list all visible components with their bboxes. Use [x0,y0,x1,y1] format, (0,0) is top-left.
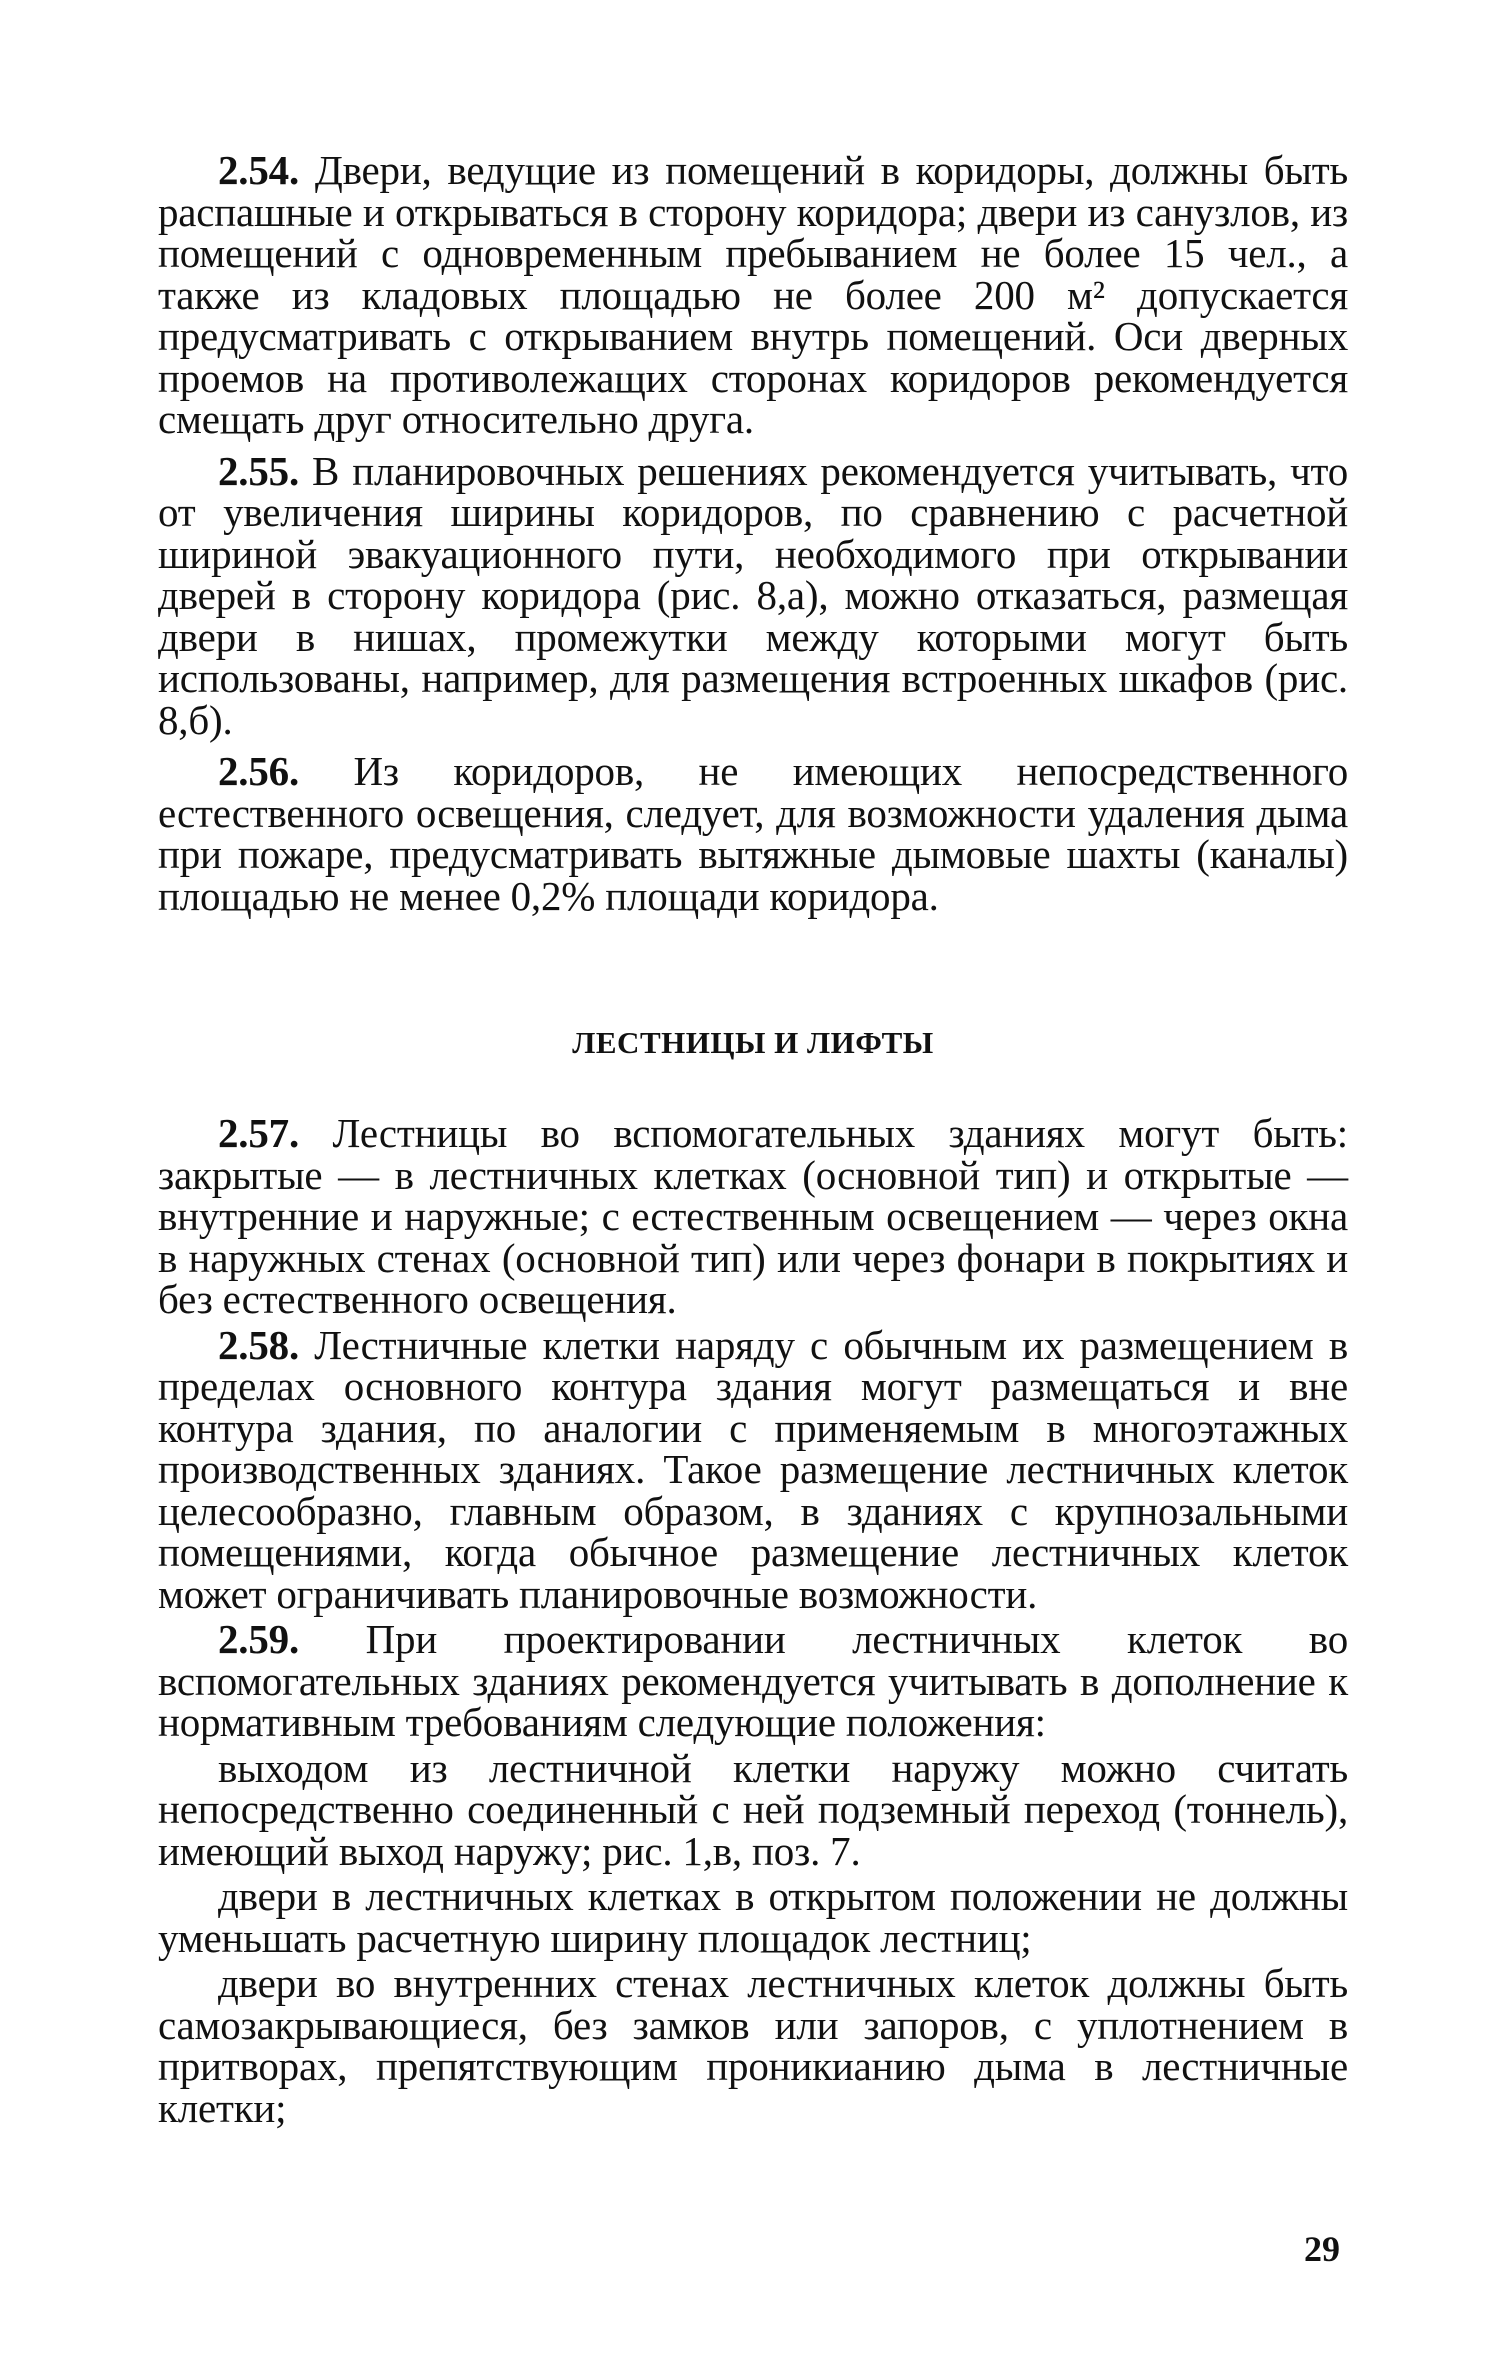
clause-text: Лестничные клетки наряду с обычным их размещением в пределах основного контура здания могут размещаться и вне контура здания, по аналогии с применяемым в многоэтажных производственных зданиях. Такое размещение лестничных клеток целесообразно, главным образом, в зданиях с крупнозальными помещениями, когда обычное размещение лестничных клеток может ограничивать планировочные возможности. [158,1321,1348,1617]
clause-text: Двери, ведущие из помещений в коридоры, должны быть распашные и открываться в сторону коридора; двери из санузлов, из помещений с одновременным пребыванием не более 15 чел., а также из кладовых площадью не более 200 м² допускается предусматривать с открыванием внутрь помещений. Оси дверных проемов на противолежащих сторонах коридоров рекомендуется смещать друг относительно друга. [158,147,1348,442]
paragraph-2-58 [158,1321,1348,1617]
paragraph-2-56 [158,748,1348,919]
section-heading: ЛЕСТНИЦЫ И ЛИФТЫ [572,1025,934,1060]
clause-number: 2.59. [218,1616,300,1662]
clause-number: 2.58. [218,1321,300,1368]
paragraph-2-54 [158,147,1348,442]
clause-number: 2.54. [218,147,300,193]
paragraph-2-57 [158,1110,1348,1322]
clause-number: 2.56. [218,748,300,794]
paragraph-2-59 [158,1616,1348,1745]
paragraph-2-55 [158,447,1348,743]
page-body [158,147,1348,2131]
clause-number: 2.55. [218,447,300,494]
clause-number: 2.57. [218,1110,300,1156]
page-number: 29 [1304,2229,1340,2269]
list-item: двери во внутренних стенах лестничных клеток должны быть самозакрывающиеся, без замков или запоров, с уплотнением в притворах, препятствующим проникианию дыма в лестничные клетки; [158,1960,1348,2131]
clause-text: При проектировании лестничных клеток во вспомогательных зданиях рекомендуется учитывать в дополнение к нормативным требованиям следующие положения: [158,1616,1348,1745]
clause-text: Лестницы во вспомогательных зданиях могут быть: закрытые — в лестничных клетках (основной тип) и открытые — внутренние и наружные; с естественным освещением — через окна в наружных стенах (основной тип) или через фонари в покрытиях и без естественного освещения. [158,1110,1348,1322]
list-item: выходом из лестничной клетки наружу можно считать непосредственно соединенный с ней подземный переход (тоннель), имеющий выход наружу; рис. 1,в, поз. 7. [158,1744,1348,1874]
list-item: двери в лестничных клетках в открытом положении не должны уменьшать расчетную ширину площадок лестниц; [158,1873,1348,1961]
clause-text: Из коридоров, не имеющих непосредственного естественного освещения, следует, для возможности удаления дыма при пожаре, предусматривать вытяжные дымовые шахты (каналы) площадью не менее 0,2% площади коридора. [158,748,1348,919]
clause-text: В планировочных решениях рекомендуется учитывать, что от увеличения ширины коридоров, по сравнению с расчетной шириной эвакуационного пути, необходимого при открывании дверей в сторону коридора (рис. 8,а), можно отказаться, размещая двери в нишах, промежутки между которыми могут быть использованы, например, для размещения встроенных шкафов (рис. 8,б). [158,447,1348,743]
